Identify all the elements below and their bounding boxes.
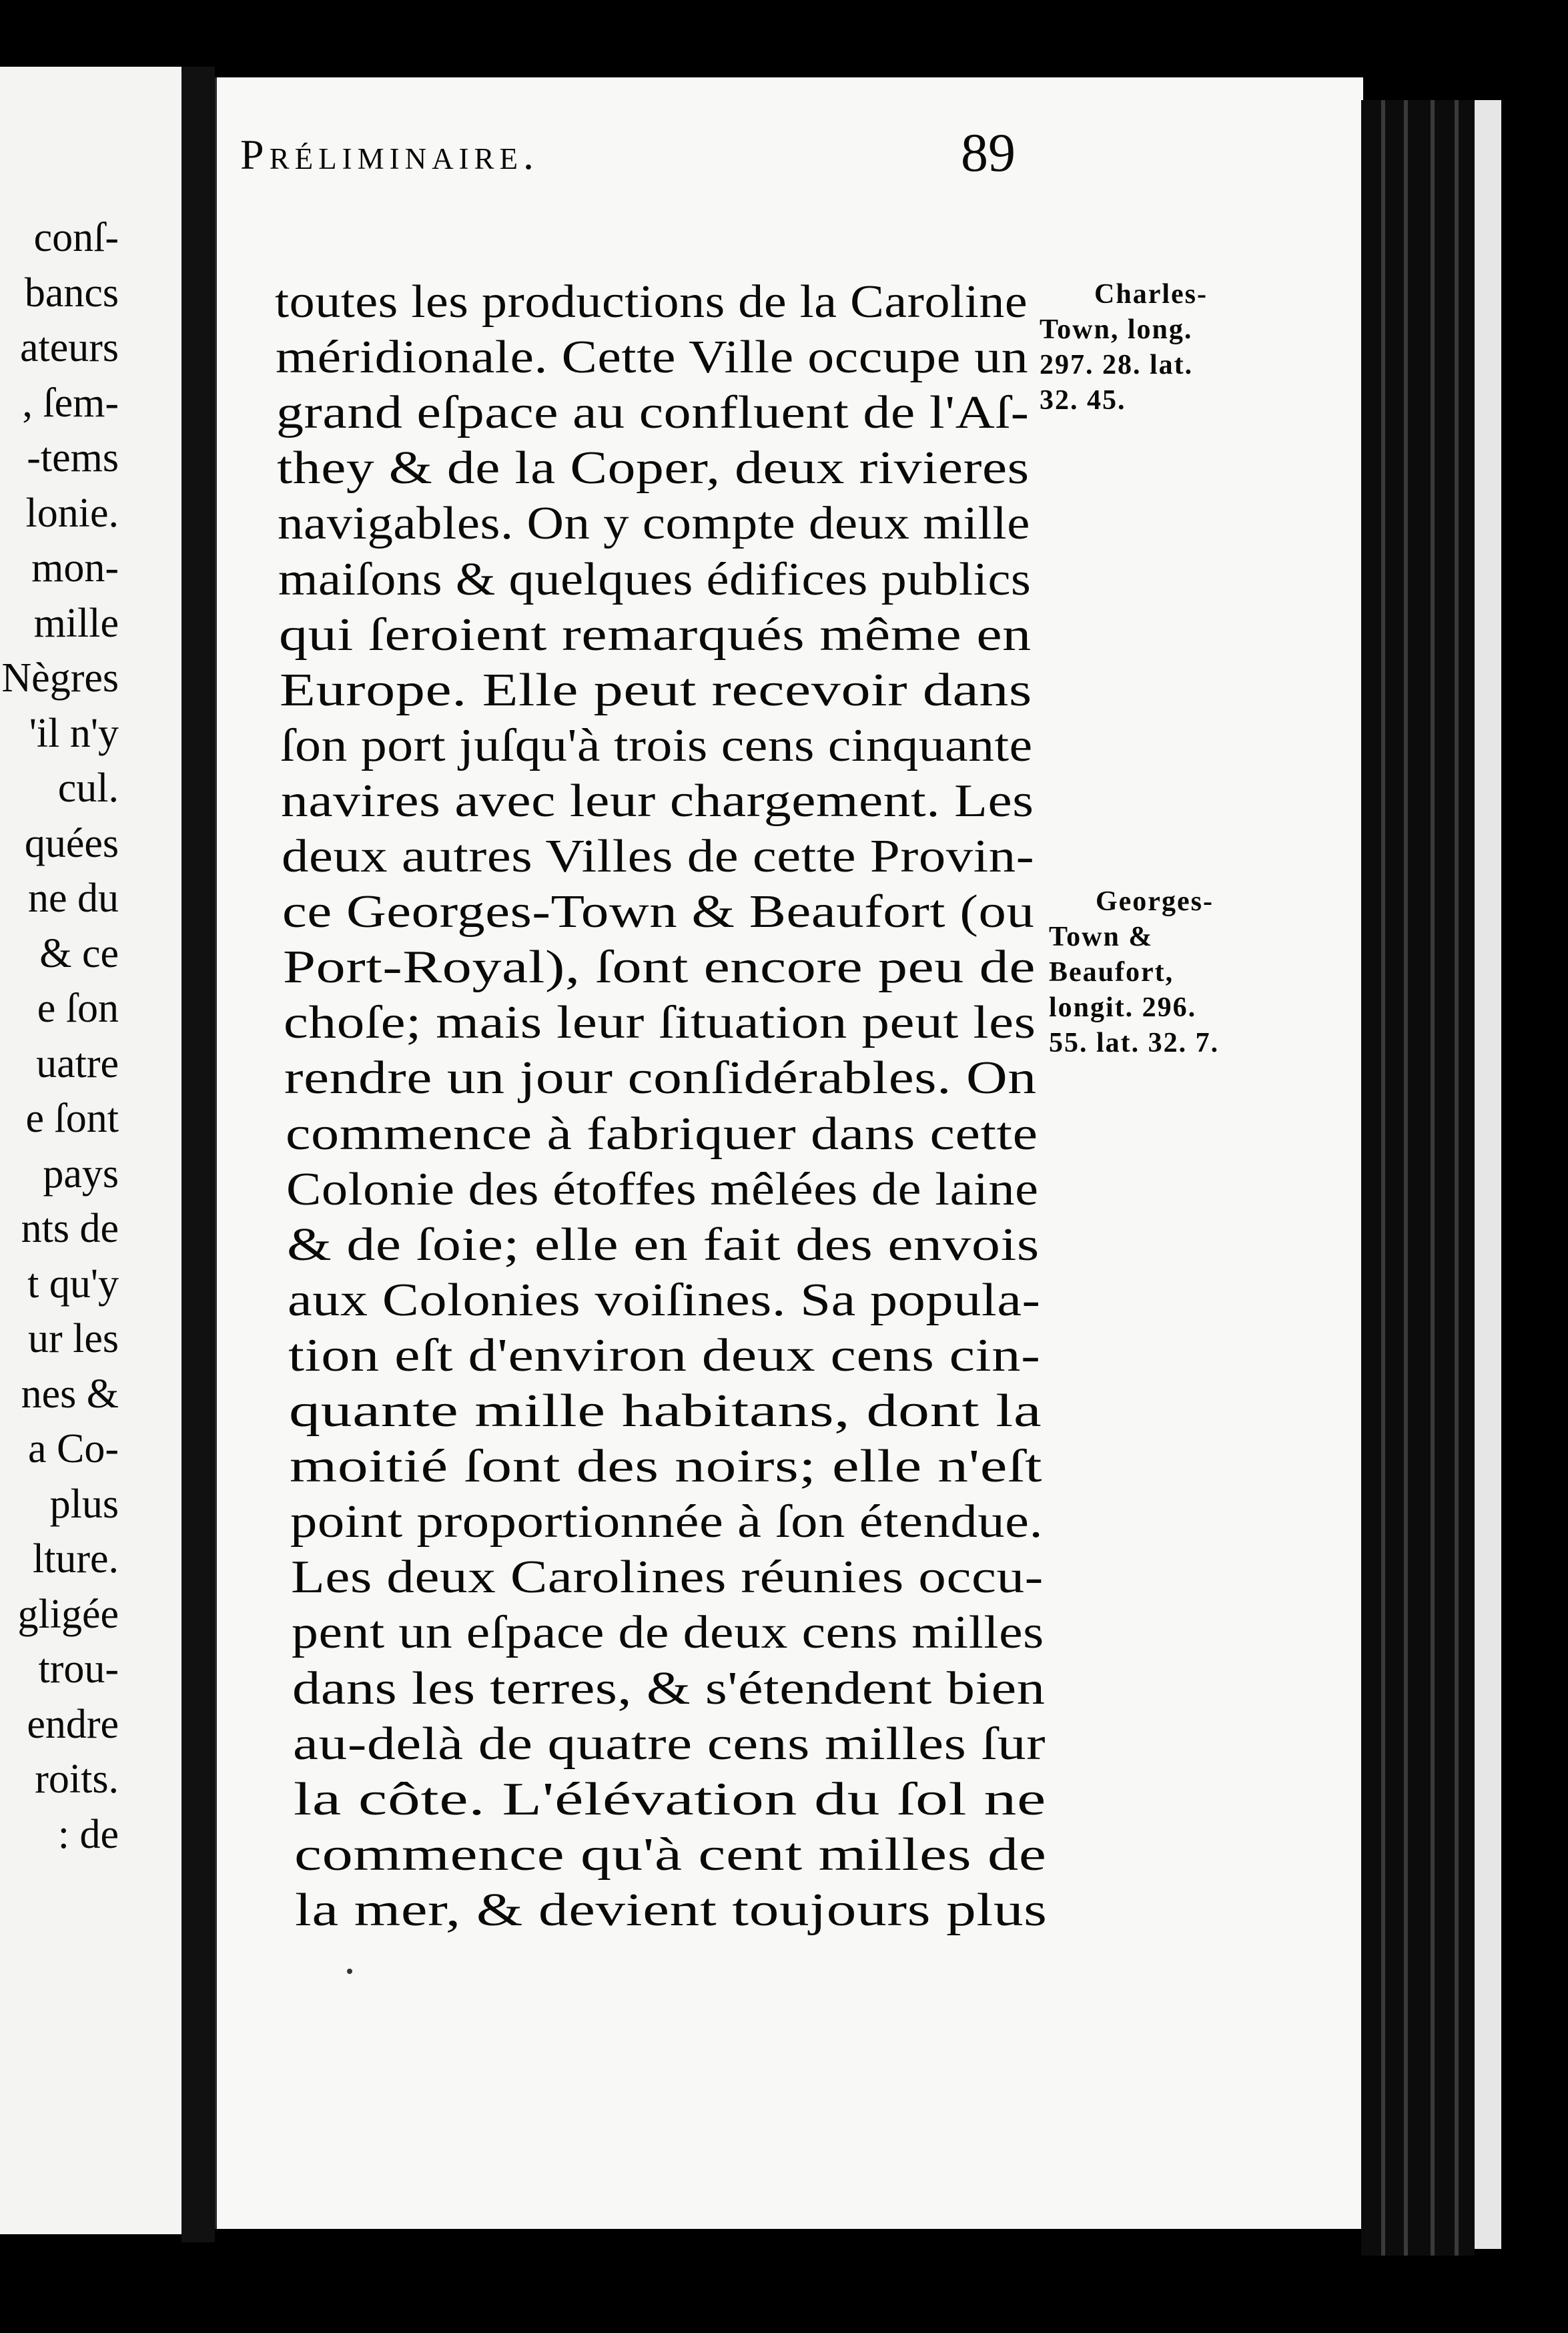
body-line: moitié ſont des noirs; elle n'eſt — [289, 1441, 1042, 1493]
left-page-line: ur les — [27, 1316, 119, 1361]
page-number: 89 — [961, 122, 1016, 183]
left-page-line: nes & — [21, 1371, 119, 1417]
body-line: commence à fabriquer dans cette — [285, 1108, 1038, 1160]
left-page-line: , ſem- — [22, 380, 119, 426]
sidenote-line: longit. 296. — [1049, 992, 1197, 1023]
body-line: Europe. Elle peut recevoir dans — [280, 664, 1033, 716]
body-line: ſon port juſqu'à trois cens cinquante — [280, 719, 1033, 771]
body-line: pent un eſpace de deux cens milles — [291, 1607, 1044, 1659]
body-line: ce Georges-Town & Beaufort (ou — [282, 886, 1035, 938]
body-line: commence qu'à cent milles de — [294, 1828, 1047, 1881]
left-page-line: ateurs — [19, 325, 119, 370]
body-line: rendre un jour conſidérables. On — [284, 1052, 1038, 1104]
left-page-line: pays — [43, 1150, 119, 1197]
body-line: Les deux Carolines réunies occu- — [290, 1552, 1044, 1604]
body-line: maiſons & quelques édifices publics — [278, 553, 1032, 605]
left-page-line: plus — [49, 1481, 119, 1527]
ink-speck — [347, 1969, 352, 1974]
body-line: they & de la Coper, deux rivieres — [277, 442, 1030, 494]
body-line: la côte. L'élévation du ſol ne — [293, 1773, 1046, 1825]
body-line: la mer, & devient toujours plus — [295, 1884, 1048, 1936]
left-page-line: : de — [57, 1811, 119, 1857]
body-line: toutes les productions de la Caroline — [275, 276, 1028, 328]
page-edge-line — [1455, 100, 1459, 2256]
left-page-line: lture. — [32, 1536, 119, 1582]
sidenote-line: Beaufort, — [1049, 957, 1174, 988]
page-edge-line — [1431, 100, 1435, 2256]
body-line: au-delà de quatre cens milles ſur — [292, 1718, 1046, 1770]
left-page-line: ne du — [27, 876, 119, 921]
left-page-line: nts de — [21, 1206, 119, 1251]
body-line: Colonie des étoffes mêlées de laine — [286, 1163, 1039, 1215]
body-line: Port-Royal), ſont encore peu de — [283, 942, 1036, 994]
left-page-line: roits. — [35, 1756, 119, 1802]
left-page-line: uatre — [36, 1040, 119, 1086]
left-page-line: e ſont — [25, 1096, 119, 1141]
left-page-line: t qu'y — [27, 1261, 119, 1307]
sidenote-line: Town, long. — [1040, 314, 1193, 345]
left-page-line: a Co- — [27, 1426, 119, 1471]
body-line: quante mille habitans, dont la — [288, 1385, 1042, 1437]
sidenote-line: 55. lat. 32. 7. — [1049, 1028, 1220, 1058]
body-line: grand eſpace au confluent de l'Aſ- — [276, 387, 1030, 439]
body-line: méridionale. Cette Ville occupe un — [276, 332, 1029, 384]
body-line: qui ſeroient remarqués même en — [279, 609, 1032, 661]
body-line: dans les terres, & s'étendent bien — [292, 1662, 1046, 1714]
body-line: navires avec leur chargement. Les — [281, 775, 1034, 827]
page-edge-line — [1381, 100, 1385, 2256]
body-line: tion eſt d'environ deux cens cin- — [288, 1329, 1041, 1381]
left-page-line: bancs — [24, 270, 119, 316]
left-page-line: mille — [33, 600, 119, 646]
body-line: deux autres Villes de cette Provin- — [282, 831, 1035, 882]
sidenote-line: 297. 28. lat. — [1040, 350, 1194, 380]
running-title: Préliminaire. — [240, 131, 540, 178]
sidenote-line: Georges- — [1096, 886, 1214, 917]
body-line: & de ſoie; elle en fait des envois — [286, 1219, 1040, 1271]
page-stack-edge — [1361, 100, 1475, 2256]
page-edge-line — [1404, 100, 1408, 2256]
body-line: navigables. On y compte deux mille — [278, 498, 1031, 550]
left-page-line: gligée — [17, 1591, 119, 1637]
left-page-line: -tems — [27, 435, 119, 480]
left-page-line: endre — [27, 1701, 119, 1747]
body-line: choſe; mais leur ſituation peut les — [284, 997, 1037, 1049]
sidenote-line: Charles- — [1094, 279, 1208, 310]
left-page-line: e ſon — [37, 986, 119, 1031]
body-line: point proportionnée à ſon étendue. — [290, 1496, 1044, 1548]
sidenote-line: 32. 45. — [1040, 385, 1126, 416]
left-page-line: lonie. — [25, 490, 119, 536]
left-page-line: mon- — [31, 545, 119, 591]
body-line: aux Colonies voiſines. Sa popula- — [287, 1274, 1041, 1326]
left-page-line: 'il n'y — [29, 710, 119, 756]
left-page-line: conſ- — [33, 215, 119, 260]
left-page-line: trou- — [38, 1646, 119, 1692]
left-page-line: & ce — [39, 930, 119, 976]
sidenote-line: Town & — [1049, 922, 1154, 952]
book-right-edge — [1475, 100, 1501, 2249]
left-page-line: Nègres — [1, 655, 119, 701]
left-page-line: quées — [24, 820, 119, 866]
left-page-line: cul. — [57, 765, 119, 811]
